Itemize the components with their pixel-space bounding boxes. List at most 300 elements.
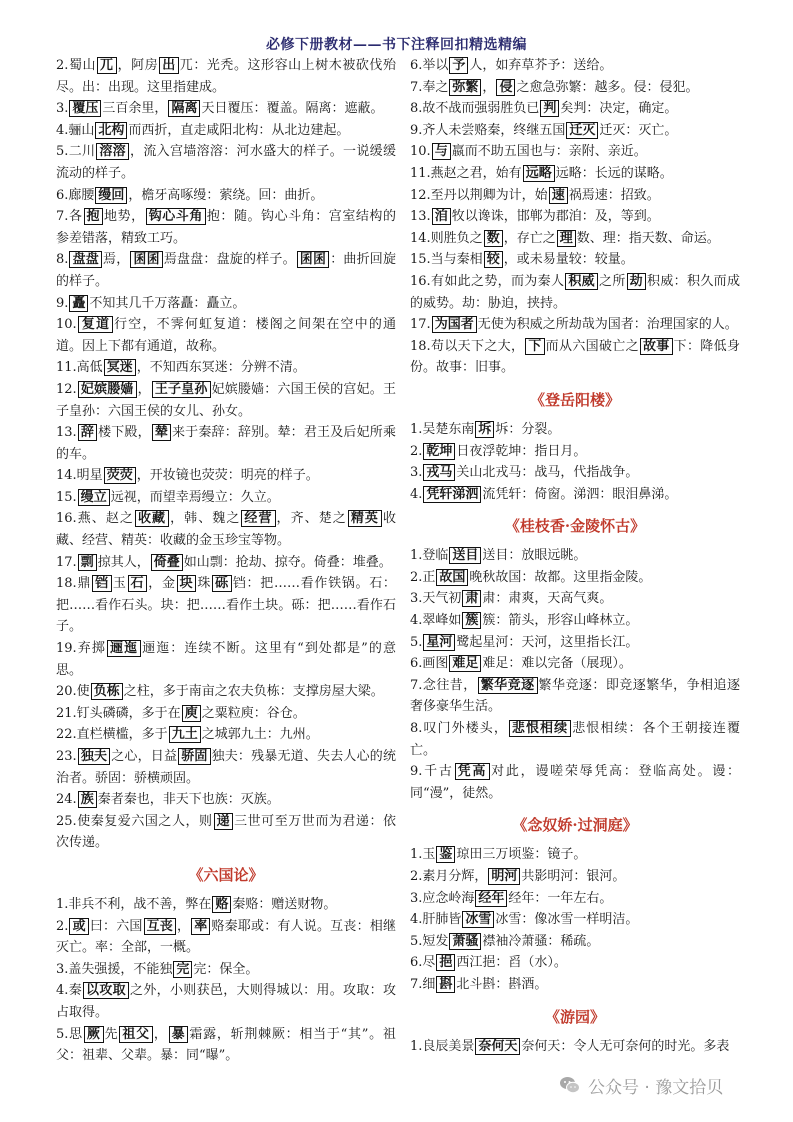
entry-text: 襟袖冷萧骚：稀疏。 [482,933,600,949]
entry-text: 1.良辰美景 [410,1038,475,1054]
right-column [410,55,740,1057]
entry-text: 送目：放眼远眺。 [482,548,587,564]
note-entry [410,610,740,632]
note-entry [56,293,396,315]
entry-text: 2. [56,918,69,934]
highlighted-term: 下 [525,338,544,355]
note-entry [410,419,740,441]
entry-text: 10. [56,317,77,333]
highlighted-term: 铛 [92,575,112,592]
entry-text: 地势， [104,209,145,225]
highlighted-term: 迁灭 [566,122,598,139]
entry-text: 19.弃掷 [56,641,106,657]
entry-text: 嬴而不助五国也与：亲附、亲近。 [451,144,647,160]
highlighted-term: 与 [432,143,451,160]
entry-text: ， [177,918,191,934]
note-entry [410,588,740,610]
highlighted-term: 抱 [84,208,104,225]
highlighted-term: 覆压 [69,100,101,117]
highlighted-term: 完 [173,961,192,978]
entry-text: 5.思 [56,1026,83,1042]
highlighted-term: 冥迷 [104,359,136,376]
entry-text: 8. [56,252,69,268]
entry-text: 下：降低身份。故事：旧事。 [410,338,740,376]
note-entry [410,185,740,207]
note-entry [410,909,740,931]
entry-text: 妃嫔媵嫱：六国王侯的宫妃。王子皇孙：六国王侯的女儿、孙女。 [56,381,396,419]
entry-text: 霜露，斩荆棘厥：相当于“其”。祖父：祖辈、父辈。暴：同“曝”。 [56,1026,396,1064]
note-entry [56,894,396,916]
note-entry [410,761,740,804]
entry-text: 15.当与秦相 [410,252,483,268]
entry-text: 冰雪：像冰雪一样明洁。 [495,912,639,928]
highlighted-term: 盘盘 [69,251,102,268]
entry-text: 之外，小则获邑，大则得城以：用。攻取：攻占取得。 [56,983,396,1020]
entry-text: ， [137,381,151,397]
highlighted-term: 故国 [436,569,468,586]
note-entry [410,931,740,953]
entry-text: 肃：肃爽，天高气爽。 [482,591,613,607]
highlighted-term: 石 [128,575,148,592]
entry-text: 无使为积威之所劫哉为国者：治理国家的人。 [477,317,738,333]
entry-text: 兀：光秃。这形容山上树木被砍伐殆尽。出：出现。这里指建成。 [56,58,396,95]
entry-text: 9. [56,295,69,311]
entry-text: 4.秦 [56,983,83,999]
entry-text: 独夫：残暴无道、失去人心的统治者。骄固：骄横顽固。 [56,749,396,786]
entry-text: 积威：积久而成的威势。劫：胁迫，挟持。 [410,273,740,311]
entry-text: 3.应念岭海 [410,890,475,906]
watermark [558,1068,723,1102]
entry-text: 远视，而望幸焉缦立：久立。 [110,489,280,505]
highlighted-term: 倚叠 [151,554,183,571]
highlighted-term: 或 [69,918,88,935]
note-entry [410,336,740,379]
entry-text: 来于秦辞：辞别。辇：君王及后妃所乘的车。 [56,425,396,462]
highlighted-term: 理 [557,230,576,247]
entry-text: 14.则胜负之 [410,230,483,246]
highlighted-term: 辇 [152,424,171,441]
entry-text: 5.二川 [56,144,96,160]
note-entry [56,379,396,422]
highlighted-term: 萧骚 [449,933,481,950]
entry-text: 琼田三万顷鉴：镜子。 [456,847,587,863]
entry-text: 赂秦耶或：有人说。互丧：相继灭亡。率：全部，一概。 [56,918,396,956]
entry-text: 6.画图 [410,656,449,672]
entry-text: 焉盘盘：盘旋的样子。 [163,252,296,268]
section-title: 《六国论》 [188,865,264,884]
entry-text: 迁灭：灭亡。 [599,122,678,138]
entry-text: ， [153,1026,168,1042]
highlighted-term: 冰雪 [462,911,494,928]
note-entry [410,271,740,314]
note-entry [56,422,396,465]
entry-text: 对此，谩嗟荣辱凭高：登临高处。谩：同“漫”，徒然。 [410,764,740,801]
entry-text: 7.奉之 [410,79,449,95]
note-entry [410,718,740,761]
highlighted-term: 逦迤 [107,640,141,657]
highlighted-term: 庾 [182,705,201,722]
entry-text: 2.蜀山 [56,58,97,73]
note-entry [56,141,396,184]
note-entry [56,357,396,379]
entry-text: 18.苟以天下之大， [410,338,525,354]
entry-text: 远略：长远的谋略。 [555,165,673,181]
entry-text: 9.齐人未尝赂秦，终继五国 [410,122,566,138]
entry-text: 抱：随。钩心斗角：宫室结构的参差错落，精致工巧。 [56,209,396,246]
highlighted-term: 悲恨相续 [509,720,571,737]
highlighted-term: 劫 [627,273,646,290]
highlighted-term: 斟 [436,976,455,993]
entry-text: 15. [56,489,77,505]
entry-text: 三百余里， [102,101,168,117]
entry-text: 掠其人， [97,554,150,570]
highlighted-term: 隔离 [168,100,200,117]
highlighted-term: 厥 [84,1026,104,1043]
entry-text: 秦者秦也，非天下也族：灭族。 [97,792,280,808]
highlighted-term: 骄固 [178,748,210,765]
note-entry [410,974,740,996]
entry-text: 曰：六国 [89,918,143,934]
entry-text: 鹭起星河：天河，这里指长江。 [456,634,639,650]
entry-text: 6.举以 [410,58,449,73]
note-entry [56,55,396,98]
entry-text: 18.鼎 [56,576,92,592]
entry-text: 12.至丹以荆卿为计，始 [410,187,548,203]
entry-text: 珠 [197,576,212,592]
highlighted-term: 经营 [241,510,275,527]
entry-text: ，或未易量较：较量。 [503,252,634,268]
note-entry [56,1024,396,1067]
note-entry [410,141,740,163]
note-entry [56,959,396,981]
note-entry [410,632,740,654]
entry-text: 8.叹门外楼头， [410,721,508,737]
entry-text: 北斗斟：斟酒。 [456,976,548,992]
highlighted-term: 王子皇孙 [152,381,211,398]
highlighted-term: 予 [449,57,468,74]
section-title: 《游园》 [544,1007,605,1026]
entry-text: 4. [410,486,423,502]
note-entry [410,866,740,888]
highlighted-term: 故事 [640,338,673,355]
entry-text: 22.直栏横槛，多于 [56,727,168,743]
highlighted-term: 互丧 [144,918,176,935]
note-entry [56,120,396,142]
highlighted-term: 判 [540,100,559,117]
highlighted-term: 精英 [348,510,382,527]
highlighted-term: 积威 [565,273,598,290]
highlighted-term: 以攻取 [83,982,129,999]
entry-text: 人，如弃草芥予：送给。 [469,58,613,73]
entry-text: 祸焉速：招致。 [568,187,660,203]
note-entry [56,789,396,811]
entry-text: 楼下殿， [98,425,151,441]
note-entry [56,573,396,638]
entry-text: 23. [56,749,77,764]
note-entry [56,98,396,120]
entry-text: 2.正 [410,569,436,585]
entry-text: 玉 [112,576,127,592]
entry-text: 1.非兵不利，战不善，弊在 [56,896,212,912]
note-entry [56,465,396,487]
entry-text: 之柱，多于南亩之农夫负栋：支撑房屋大梁。 [123,684,384,700]
entry-text: 2.素月分辉， [410,869,488,884]
entry-text: 13. [410,209,431,225]
note-entry [410,77,740,99]
entry-text: ：曲折回旋的样子。 [56,252,396,289]
highlighted-term: 剽 [78,554,97,571]
entry-text: 经年：一年左右。 [508,890,613,906]
entry-text: 2. [410,443,423,459]
note-entry [56,249,396,292]
highlighted-term: 明河 [488,868,520,885]
entry-text: 如山剽：抢劫、掠夺。倚叠：堆叠。 [183,554,392,570]
section-title: 《念奴娇·过洞庭》 [512,816,638,835]
entry-text: 21.钉头磷磷，多于在 [56,705,181,721]
entry-text: 铛：把……看作铁锅。石：把……看作石头。块：把……看作土块。砾：把……看作石子。 [56,576,396,635]
entry-text: 9.千古 [410,764,454,780]
entry-text: 晚秋故国：故都。这里指金陵。 [469,569,652,585]
note-entry [56,552,396,574]
entry-text: 日夜浮乾坤：指日月。 [456,443,587,459]
entry-text: 收藏、经营、精英：收藏的金玉珍宝等物。 [56,511,396,549]
wechat-icon [558,1073,582,1097]
note-entry [410,163,740,185]
entry-text: ， [482,79,496,95]
note-entry [56,314,396,357]
highlighted-term: 较 [484,251,503,268]
entry-text: 4.肝肺皆 [410,912,462,928]
note-entry [56,681,396,703]
highlighted-term: 钩心斗角 [146,208,206,225]
entry-text: 天日覆压：覆盖。隔离：遮蔽。 [201,101,384,117]
entry-text: 11.高低 [56,360,103,376]
note-entry [410,462,740,484]
highlighted-term: 奈何天 [475,1038,520,1055]
highlighted-term: 收藏 [135,510,169,527]
note-entry [56,703,396,725]
note-entry [410,98,740,120]
entry-text: ，阿房 [117,58,159,73]
highlighted-term: 辞 [78,424,97,441]
entry-text: ，存亡之 [503,230,556,246]
note-entry [56,508,396,551]
note-entry [56,724,396,746]
highlighted-term: 囷囷 [297,251,329,268]
entry-text: 之城郭九土：九州。 [201,727,319,743]
note-entry [410,888,740,910]
highlighted-term: 荧荧 [104,467,136,484]
highlighted-term: 难足 [449,655,481,672]
highlighted-term: 溶溶 [96,143,129,160]
highlighted-term: 星河 [423,634,455,651]
entry-text: 14.明星 [56,468,103,484]
highlighted-term: 暴 [169,1026,189,1043]
entry-text: 4.翠峰如 [410,613,462,629]
note-entry [56,638,396,681]
entry-text: 1.吴楚东南 [410,421,475,437]
entry-text: ，不知西东冥迷：分辨不清。 [136,360,306,376]
entry-text: 12. [56,381,77,397]
entry-text: 流凭轩：倚窗。涕泗：眼泪鼻涕。 [482,486,678,502]
highlighted-term: 复道 [78,316,113,333]
entry-text: 之愈急弥繁：越多。侵：侵犯。 [516,79,699,95]
section-title: 《登岳阳楼》 [529,390,620,409]
note-entry [410,844,740,866]
highlighted-term: 坼 [475,421,494,438]
highlighted-term: 远略 [523,165,555,182]
entry-text: 奈何天：令人无可奈何的时光。多表 [521,1038,730,1054]
highlighted-term: 肃 [462,590,481,607]
highlighted-term: 弥繁 [449,79,481,96]
watermark-text: 公众号 · 豫文拾贝 [588,1077,724,1098]
left-column [56,55,396,1067]
note-entry [410,120,740,142]
entry-text: 1.登临 [410,548,449,564]
entry-text: 行空，不霁何虹复道：楼阁之间架在空中的通道。因上下都有通道，故称。 [56,317,396,354]
entry-text: 难足：难以完备（展现）。 [482,656,632,672]
note-entry [410,249,740,271]
entry-text: 之粟粒庾：谷仓。 [201,705,306,721]
highlighted-term: 递 [214,813,234,830]
highlighted-term: 数 [484,230,503,247]
highlighted-term: 率 [191,918,210,935]
highlighted-term: 簇 [462,612,481,629]
note-entry [56,916,396,959]
highlighted-term: 祖父 [119,1026,153,1043]
note-entry [410,545,740,567]
entry-text: 6.尽 [410,955,436,971]
highlighted-term: 凭高 [455,763,490,780]
note-entry [410,675,740,718]
note-entry [56,746,396,789]
entry-text: 3.盖失强援，不能独 [56,961,173,977]
entry-text: 之所 [598,273,626,289]
highlighted-term: 兀 [97,57,117,74]
highlighted-term: 送目 [449,547,481,564]
entry-text: ，檐牙高啄缦：萦绕。回：曲折。 [128,187,324,203]
highlighted-term: 缦回 [95,187,127,204]
entry-text: 西江挹：舀（水）。 [456,955,567,971]
section-title: 《桂枝香·金陵怀古》 [504,517,646,536]
entry-text: 1.玉 [410,847,436,863]
entry-text: 10. [410,144,431,160]
entry-text: ，流入宫墙溶溶：河水盛大的样子。一说缓缓流动的样子。 [56,144,396,181]
highlighted-term: 矗 [69,295,88,312]
note-entry [56,185,396,207]
highlighted-term: 繁华竞逐 [478,677,538,694]
highlighted-term: 负栋 [91,683,123,700]
entry-text: 20.使 [56,684,90,700]
note-entry [410,55,740,77]
entry-text: 5.短发 [410,933,449,949]
page-title: 必修下册教材——书下注释回扣精选精编 [266,37,527,53]
entry-text: 3.天气初 [410,591,462,607]
highlighted-term: 出 [159,57,179,74]
entry-text: ，韩、魏之 [170,511,241,527]
entry-text: 16.燕、赵之 [56,511,134,527]
entry-text: 7.细 [410,976,436,992]
entry-text: 6.廊腰 [56,187,95,203]
note-entry [56,487,396,509]
entry-text: 而从六国破亡之 [545,338,639,354]
entry-text: 繁华竞逐：即竞逐繁华，争相追逐奢侈豪华生活。 [410,677,740,715]
entry-text: 先 [104,1026,119,1042]
note-entry [410,314,740,336]
entry-text: 7.念往昔， [410,677,477,693]
entry-text: 3. [56,101,69,117]
highlighted-term: 缦立 [78,489,110,506]
note-entry [410,1036,740,1058]
entry-text: 11.燕赵之君，始有 [410,165,522,181]
entry-text: 数、理：指天数、命运。 [576,230,720,246]
note-entry [410,567,740,589]
highlighted-term: 妃嫔媵嫱 [78,381,137,398]
highlighted-term: 为国者 [432,316,477,333]
highlighted-term: 速 [549,187,568,204]
highlighted-term: 赂 [212,896,231,913]
highlighted-term: 囷囷 [130,251,162,268]
highlighted-term: 独夫 [78,748,111,765]
highlighted-term: 经年 [475,890,507,907]
entry-text: ，开妆镜也荧荧：明亮的样子。 [136,468,319,484]
entry-text: 之心，日益 [111,749,178,764]
highlighted-term: 族 [78,791,97,808]
entry-text: 簇：箭头，形容山峰林立。 [482,613,639,629]
entry-text: 24. [56,792,77,808]
entry-text: 7.各 [56,209,83,225]
note-entry [410,206,740,228]
entry-text: 秦赂：赠送财物。 [232,896,337,912]
entry-text: 17. [56,554,77,570]
highlighted-term: 鉴 [436,846,455,863]
entry-text: 25.使秦复爱六国之人，则 [56,813,213,829]
note-entry [410,484,740,506]
highlighted-term: 九土 [169,726,201,743]
highlighted-term: 乾坤 [423,443,455,460]
entry-text: ，齐、楚之 [276,511,347,527]
entry-text: 悲恨相续：各个王朝接连覆亡。 [410,721,740,758]
note-entry [410,441,740,463]
entry-text: 三世可至万世而为君递：依次传递。 [56,813,396,851]
highlighted-term: 戎马 [423,464,455,481]
entry-text: 13. [56,425,77,441]
note-entry [56,206,396,249]
note-entry [56,980,396,1023]
entry-text: 矣判：决定，确定。 [560,101,678,117]
entry-text: 5. [410,634,423,650]
entry-text: 3. [410,465,423,481]
highlighted-term: 砾 [212,575,232,592]
highlighted-term: 侵 [496,79,515,96]
entry-text: 共影明河：银河。 [521,869,626,884]
highlighted-term: 北构 [95,122,127,139]
highlighted-term: 洎 [432,208,451,225]
highlighted-term: 块 [177,575,197,592]
entry-text: 焉， [103,252,130,268]
entry-text: 而西折，直走咸阳北构：从北边建起。 [128,122,350,138]
entry-text: ，金 [148,576,176,592]
highlighted-term: 挹 [436,954,455,971]
note-entry [56,811,396,854]
entry-text: 4.骊山 [56,122,95,138]
note-entry [410,228,740,250]
note-entry [410,653,740,675]
entry-text: 16.有如此之势，而为秦人 [410,273,565,289]
entry-text: 逦迤：连续不断。这里有“到处都是”的意思。 [56,641,396,678]
entry-text: 牧以谗诛，邯郸为郡洎：及，等到。 [451,209,660,225]
note-entry [410,952,740,974]
